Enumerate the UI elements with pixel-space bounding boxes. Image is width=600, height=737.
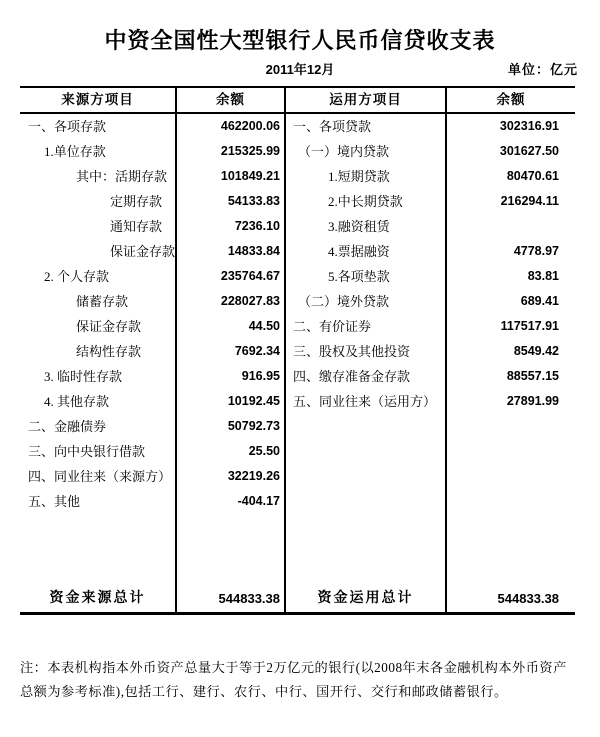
use-item-label: 五、同业往来（运用方）: [286, 389, 447, 414]
report-period: 2011年12月: [265, 62, 335, 77]
source-item-value: 44.50: [177, 314, 286, 339]
source-item-label: 通知存款: [20, 214, 177, 239]
balance-table: [20, 86, 575, 615]
source-item-label: 四、同业往来（来源方）: [20, 464, 177, 489]
column-header: 运用方项目: [286, 88, 447, 112]
use-item-value: 88557.15: [506, 369, 559, 383]
use-item-label: 1.短期贷款: [286, 164, 447, 189]
use-item-label: [286, 414, 447, 439]
use-item-label: 3.融资租赁: [286, 214, 447, 239]
source-item-label: 其中：活期存款: [20, 164, 177, 189]
source-item-value: 916.95: [177, 364, 286, 389]
use-item-value: [447, 489, 575, 514]
use-item-label: [286, 439, 447, 464]
source-total-value: 544833.38: [177, 586, 286, 612]
table-row: [20, 389, 575, 414]
use-item-value: [447, 214, 575, 239]
use-item-value: 117517.91: [500, 319, 559, 333]
use-item-value: 80470.61: [506, 169, 559, 183]
source-item-value: 7236.10: [177, 214, 286, 239]
use-total-label: 资金运用总计: [286, 586, 447, 612]
table-row: [20, 489, 575, 514]
use-item-label: [286, 464, 447, 489]
use-item-value: [447, 439, 575, 464]
use-item-value: 4778.97: [513, 244, 559, 258]
use-item-label: 4.票据融资: [286, 239, 447, 264]
use-item-label: 四、缴存准备金存款: [286, 364, 447, 389]
use-item-value: [447, 414, 575, 439]
source-item-value: 462200.06: [177, 114, 286, 139]
use-item-value: [447, 464, 575, 489]
table-row: [20, 464, 575, 489]
use-item-value: 83.81: [527, 269, 559, 283]
use-item-label: 三、股权及其他投资: [286, 339, 447, 364]
use-item-value: 302316.91: [499, 119, 559, 133]
source-item-label: 定期存款: [20, 189, 177, 214]
source-item-label: 五、其他: [20, 489, 177, 514]
unit-label: 单位：亿元: [507, 62, 578, 77]
header-row: [20, 88, 575, 114]
table-row: [20, 314, 575, 339]
table-row: [20, 239, 575, 264]
column-header: 来源方项目: [20, 88, 177, 112]
use-item-value: 689.41: [520, 294, 559, 308]
source-total-label: 资金来源总计: [20, 586, 177, 612]
source-item-value: 25.50: [177, 439, 286, 464]
use-item-value: 216294.11: [500, 194, 559, 208]
table-row: [20, 114, 575, 139]
totals-row: [20, 586, 575, 612]
source-item-value: 32219.26: [177, 464, 286, 489]
use-item-label: 二、有价证券: [286, 314, 447, 339]
source-item-label: 1.单位存款: [20, 139, 177, 164]
source-item-label: 4. 其他存款: [20, 389, 177, 414]
source-item-value: 50792.73: [177, 414, 286, 439]
source-item-value: 235764.67: [177, 264, 286, 289]
source-item-value: -404.17: [177, 489, 286, 514]
table-row: [20, 414, 575, 439]
empty-cell: [20, 514, 177, 586]
table-row: [20, 139, 575, 164]
table-row: [20, 214, 575, 239]
table-row: [20, 364, 575, 389]
source-item-value: 101849.21: [177, 164, 286, 189]
table-row: [20, 289, 575, 314]
table-row: [20, 439, 575, 464]
source-item-value: 14833.84: [177, 239, 286, 264]
source-item-label: 2. 个人存款: [20, 264, 177, 289]
use-item-label: 一、各项贷款: [286, 114, 447, 139]
source-item-label: 储蓄存款: [20, 289, 177, 314]
use-item-label: （一）境内贷款: [286, 139, 447, 164]
source-item-value: 228027.83: [177, 289, 286, 314]
use-total-value: 544833.38: [497, 591, 559, 606]
source-item-value: 7692.34: [177, 339, 286, 364]
use-item-label: 2.中长期贷款: [286, 189, 447, 214]
empty-cell: [177, 514, 286, 586]
source-item-value: 54133.83: [177, 189, 286, 214]
source-item-value: 10192.45: [177, 389, 286, 414]
table-row: [20, 164, 575, 189]
page-title: 中资全国性大型银行人民币信贷收支表: [104, 28, 496, 53]
source-item-label: 一、各项存款: [20, 114, 177, 139]
source-item-label: 保证金存款: [20, 239, 177, 264]
use-item-label: 5.各项垫款: [286, 264, 447, 289]
table-row: [20, 264, 575, 289]
source-item-label: 三、向中央银行借款: [20, 439, 177, 464]
table-row: [20, 514, 575, 586]
empty-cell: [447, 514, 575, 586]
column-header: 余额: [496, 92, 526, 107]
empty-cell: [286, 514, 447, 586]
table-row: [20, 339, 575, 364]
source-item-label: 结构性存款: [20, 339, 177, 364]
use-item-value: 27891.99: [506, 394, 559, 408]
use-item-value: 301627.50: [499, 144, 559, 158]
column-header: 余额: [177, 88, 286, 112]
use-item-value: 8549.42: [513, 344, 559, 358]
source-item-label: 二、金融债券: [20, 414, 177, 439]
table-row: [20, 189, 575, 214]
source-item-label: 保证金存款: [20, 314, 177, 339]
note-text: 注：本表机构指本外币资产总量大于等于2万亿元的银行(以2008年末各金融机构本外币资产总额为参考标准),包括工行、建行、农行、中行、国开行、交行和邮政储蓄银行。: [20, 660, 567, 699]
use-item-label: [286, 489, 447, 514]
source-item-value: 215325.99: [177, 139, 286, 164]
source-item-label: 3. 临时性存款: [20, 364, 177, 389]
use-item-label: （二）境外贷款: [286, 289, 447, 314]
